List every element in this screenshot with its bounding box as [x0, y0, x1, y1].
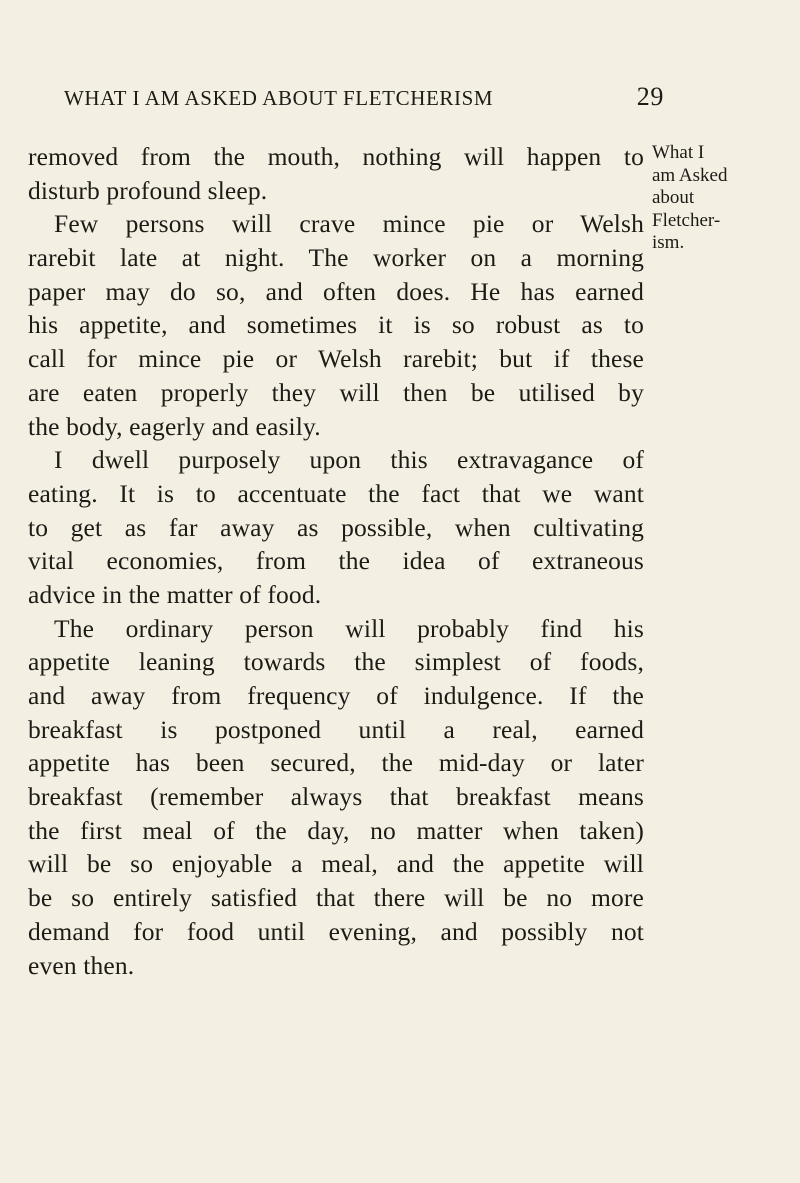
- text-line: to get as far away as possible, when cultivating: [28, 512, 644, 542]
- text-line: the body, eagerly and easily.: [28, 411, 321, 441]
- page-number: 29: [636, 82, 664, 111]
- margin-note-line: What I: [652, 142, 705, 163]
- text-line: demand for food until evening, and possibly not: [28, 916, 644, 946]
- paragraph-start-line: Few persons will crave mince pie or Welsh: [54, 209, 644, 239]
- margin-note-line: Fletcher-: [652, 209, 721, 231]
- paragraph-start-line: The ordinary person will probably find his: [54, 613, 644, 643]
- margin-note-line: am Asked: [652, 164, 728, 186]
- text-line: breakfast is postponed until a real, earned: [28, 714, 644, 744]
- margin-note-line: about: [652, 187, 695, 208]
- text-line: will be so enjoyable a meal, and the appetite will: [28, 849, 644, 879]
- running-head-title: WHAT I AM ASKED ABOUT FLETCHERISM: [64, 86, 494, 110]
- text-line: call for mince pie or Welsh rarebit; but if these: [28, 344, 644, 374]
- text-line: eating. It is to accentuate the fact that we want: [28, 478, 644, 508]
- margin-note-line: ism.: [652, 232, 685, 253]
- text-line: vital economies, from the idea of extraneous: [28, 546, 644, 576]
- text-line: be so entirely satisfied that there will be no more: [28, 883, 644, 913]
- text-line: advice in the matter of food.: [28, 579, 322, 609]
- text-line: disturb profound sleep.: [28, 175, 268, 205]
- text-line: rarebit late at night. The worker on a morning: [28, 243, 644, 273]
- text-line: the first meal of the day, no matter when taken): [28, 815, 644, 845]
- margin-note: [652, 142, 800, 255]
- text-line: breakfast (remember always that breakfast means: [28, 782, 644, 812]
- text-line: appetite has been secured, the mid-day or later: [28, 748, 644, 778]
- text-line: his appetite, and sometimes it is so robust as to: [28, 310, 644, 340]
- text-line: paper may do so, and often does. He has earned: [28, 276, 644, 306]
- text-line: and away from frequency of indulgence. If the: [28, 681, 644, 710]
- text-line: are eaten properly they will then be utilised by: [28, 377, 644, 407]
- text-line: appetite leaning towards the simplest of foods,: [28, 647, 644, 677]
- text-line: removed from the mouth, nothing will happen to: [28, 142, 644, 171]
- body-text: [28, 140, 644, 982]
- paragraph-start-line: I dwell purposely upon this extravagance of: [54, 445, 644, 475]
- running-head: [64, 82, 664, 112]
- text-line: even then.: [28, 950, 135, 980]
